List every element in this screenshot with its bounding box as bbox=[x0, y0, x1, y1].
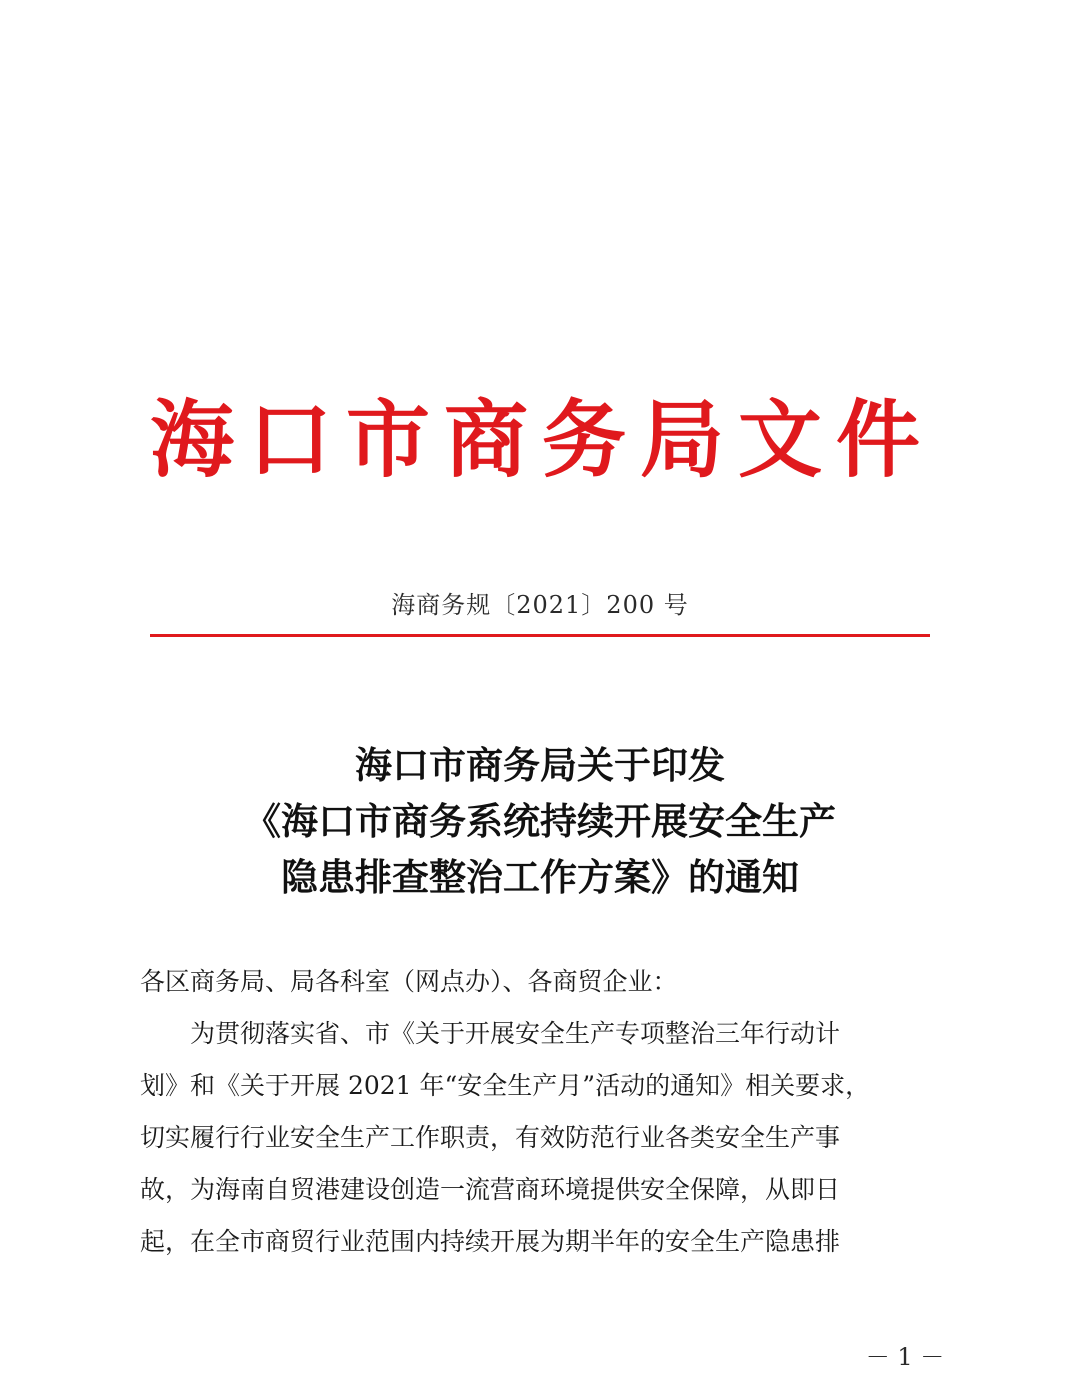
title-line-2: 《海口市商务系统持续开展安全生产 bbox=[244, 799, 836, 843]
body-text bbox=[140, 956, 940, 1268]
paragraph-line-2: 划》和《关于开展 2021 年“安全生产月”活动的通知》相关要求， bbox=[140, 1071, 871, 1100]
title-line-1: 海口市商务局关于印发 bbox=[355, 743, 725, 787]
paragraph-line-5: 起，在全市商贸行业范围内持续开展为期半年的安全生产隐患排 bbox=[140, 1227, 841, 1256]
red-masthead-title: 海口市商务局文件 bbox=[150, 390, 935, 489]
page-number: － 1 － bbox=[865, 1343, 945, 1371]
notice-title bbox=[150, 737, 930, 905]
paragraph-line-4: 故，为海南自贸港建设创造一流营商环境提供安全保障，从即日 bbox=[140, 1175, 841, 1204]
document-number: 海商务规〔2021〕200 号 bbox=[391, 591, 689, 619]
addressee-line: 各区商务局、局各科室（网点办）、各商贸企业： bbox=[140, 967, 678, 996]
paragraph-line-3: 切实履行行业安全生产工作职责，有效防范行业各类安全生产事 bbox=[140, 1123, 841, 1152]
title-line-3: 隐患排查整治工作方案》的通知 bbox=[281, 855, 799, 899]
red-divider-line bbox=[150, 634, 930, 637]
paragraph-line-1: 为贯彻落实省、市《关于开展安全生产专项整治三年行动计 bbox=[140, 1019, 841, 1048]
